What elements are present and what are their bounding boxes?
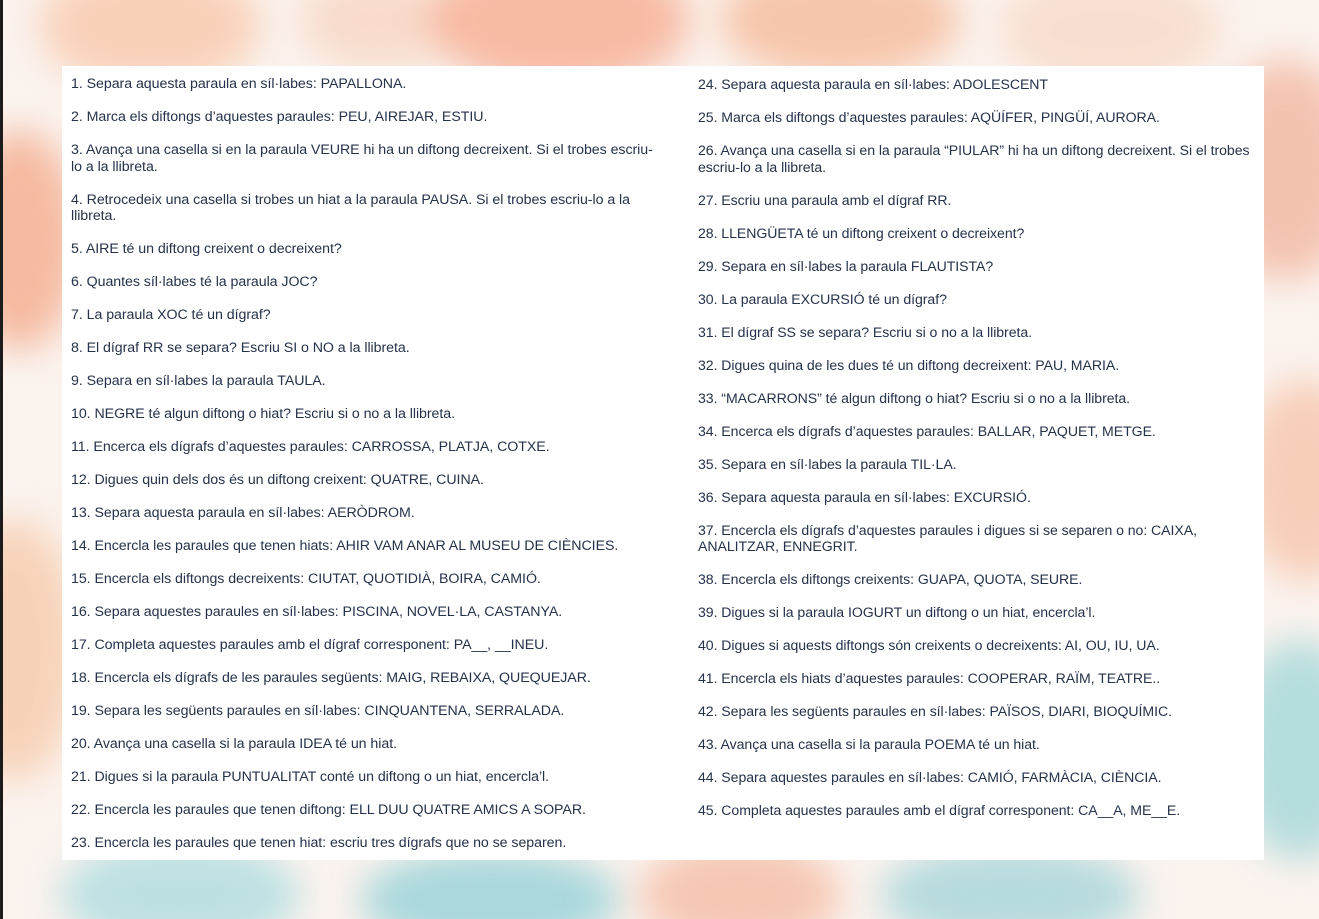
- activity-item: 17. Completa aquestes paraules amb el dígraf corresponent: PA__, __INEU.: [71, 637, 549, 653]
- activity-item: 22. Encercla les paraules que tenen diftong: ELL DUU QUATRE AMICS A SOPAR.: [71, 802, 586, 818]
- activity-item: 10. NEGRE té algun diftong o hiat? Escriu si o no a la llibreta.: [71, 406, 456, 422]
- activity-item: 40. Digues si aquests diftongs són creixents o decreixents: AI, OU, IU, UA.: [698, 637, 1160, 653]
- activity-item: 14. Encercla les paraules que tenen hiats: AHIR VAM ANAR AL MUSEU DE CIÈNCIES.: [71, 538, 619, 554]
- activity-item: 20. Avança una casella si la paraula IDEA té un hiat.: [71, 736, 397, 752]
- activity-list-right: [698, 76, 1264, 835]
- left-border: [0, 0, 3, 919]
- activity-item: 26. Avança una casella si en la paraula “PIULAR” hi ha un diftong decreixent. Si el trobes escriu-lo a la llibreta.: [698, 142, 1250, 175]
- activity-item: 41. Encercla els hiats d’aquestes paraules: COOPERAR, RAÏM, TEATRE..: [698, 670, 1161, 686]
- activity-item: 27. Escriu una paraula amb el dígraf RR.: [698, 191, 952, 208]
- activity-item: 42. Separa les següents paraules en síl·labes: PAÏSOS, DIARI, BIOQUÍMIC.: [698, 703, 1172, 719]
- activity-item: 5. AIRE té un diftong creixent o decreixent?: [71, 241, 342, 257]
- activity-item: 38. Encercla els diftongs creixents: GUAPA, QUOTA, SEURE.: [698, 571, 1083, 587]
- activity-item: 28. LLENGÜETA té un diftong creixent o decreixent?: [698, 224, 1025, 241]
- activity-item: 33. “MACARRONS” té algun diftong o hiat? Escriu si o no a la llibreta.: [698, 389, 1131, 406]
- activity-item: 4. Retrocedeix una casella si trobes un hiat a la paraula PAUSA. Si el trobes escriu-lo a la llibreta.: [71, 191, 630, 224]
- activity-item: 21. Digues si la paraula PUNTUALITAT conté un diftong o un hiat, encercla’l.: [71, 769, 550, 785]
- activity-item: 45. Completa aquestes paraules amb el dígraf corresponent: CA__A, ME__E.: [698, 802, 1181, 818]
- activity-item: 19. Separa les següents paraules en síl·labes: CINQUANTENA, SERRALADA.: [71, 703, 565, 719]
- activity-item: 11. Encerca els dígrafs d’aquestes paraules: CARROSSA, PLATJA, COTXE.: [71, 439, 550, 455]
- activity-list-left: [71, 76, 663, 868]
- activity-item: 1. Separa aquesta paraula en síl·labes: PAPALLONA.: [71, 76, 407, 92]
- activity-item: 25. Marca els diftongs d’aquestes paraules: AQÜÍFER, PINGÜÍ, AURORA.: [698, 109, 1160, 125]
- activity-card: [62, 66, 1264, 860]
- activity-item: 9. Separa en síl·labes la paraula TAULA.: [71, 373, 326, 389]
- activity-item: 2. Marca els diftongs d’aquestes paraules: PEU, AIREJAR, ESTIU.: [71, 109, 488, 125]
- activity-item: 29. Separa en síl·labes la paraula FLAUTISTA?: [698, 257, 994, 274]
- activity-item: 23. Encercla les paraules que tenen hiat: escriu tres dígrafs que no se separen.: [71, 835, 567, 851]
- activity-item: 12. Digues quin dels dos és un diftong creixent: QUATRE, CUINA.: [71, 472, 484, 488]
- activity-item: 15. Encercla els diftongs decreixents: CIUTAT, QUOTIDIÀ, BOIRA, CAMIÓ.: [71, 571, 541, 587]
- activity-item: 35. Separa en síl·labes la paraula TIL·LA.: [698, 455, 957, 472]
- activity-item: 18. Encercla els dígrafs de les paraules següents: MAIG, REBAIXA, QUEQUEJAR.: [71, 670, 591, 686]
- activity-item: 30. La paraula EXCURSIÓ té un dígraf?: [698, 290, 947, 307]
- activity-item: 39. Digues si la paraula IOGURT un diftong o un hiat, encercla’l.: [698, 604, 1096, 620]
- activity-item: 24. Separa aquesta paraula en síl·labes: ADOLESCENT: [698, 76, 1048, 92]
- activity-item: 34. Encerca els dígrafs d’aquestes paraules: BALLAR, PAQUET, METGE.: [698, 422, 1156, 439]
- activity-item: 36. Separa aquesta paraula en síl·labes: EXCURSIÓ.: [698, 488, 1031, 505]
- activity-item: 3. Avança una casella si en la paraula VEURE hi ha un diftong decreixent. Si el trobes escriu-lo a la llibreta.: [71, 142, 653, 175]
- activity-item: 6. Quantes síl·labes té la paraula JOC?: [71, 274, 318, 290]
- activity-item: 43. Avança una casella si la paraula POEMA té un hiat.: [698, 736, 1040, 752]
- activity-item: 7. La paraula XOC té un dígraf?: [71, 307, 271, 323]
- activity-item: 8. El dígraf RR se separa? Escriu SI o NO a la llibreta.: [71, 340, 410, 356]
- activity-item: 16. Separa aquestes paraules en síl·labes: PISCINA, NOVEL·LA, CASTANYA.: [71, 604, 563, 620]
- activity-item: 37. Encercla els dígrafs d’aquestes paraules i digues si se separen o no: CAIXA, ANALITZAR, ENNEGRIT.: [698, 521, 1197, 554]
- activity-item: 31. El dígraf SS se separa? Escriu si o no a la llibreta.: [698, 323, 1033, 340]
- activity-item: 32. Digues quina de les dues té un diftong decreixent: PAU, MARIA.: [698, 356, 1120, 373]
- activity-item: 44. Separa aquestes paraules en síl·labes: CAMIÓ, FARMÀCIA, CIÈNCIA.: [698, 769, 1162, 785]
- activity-item: 13. Separa aquesta paraula en síl·labes: AERÒDROM.: [71, 505, 415, 521]
